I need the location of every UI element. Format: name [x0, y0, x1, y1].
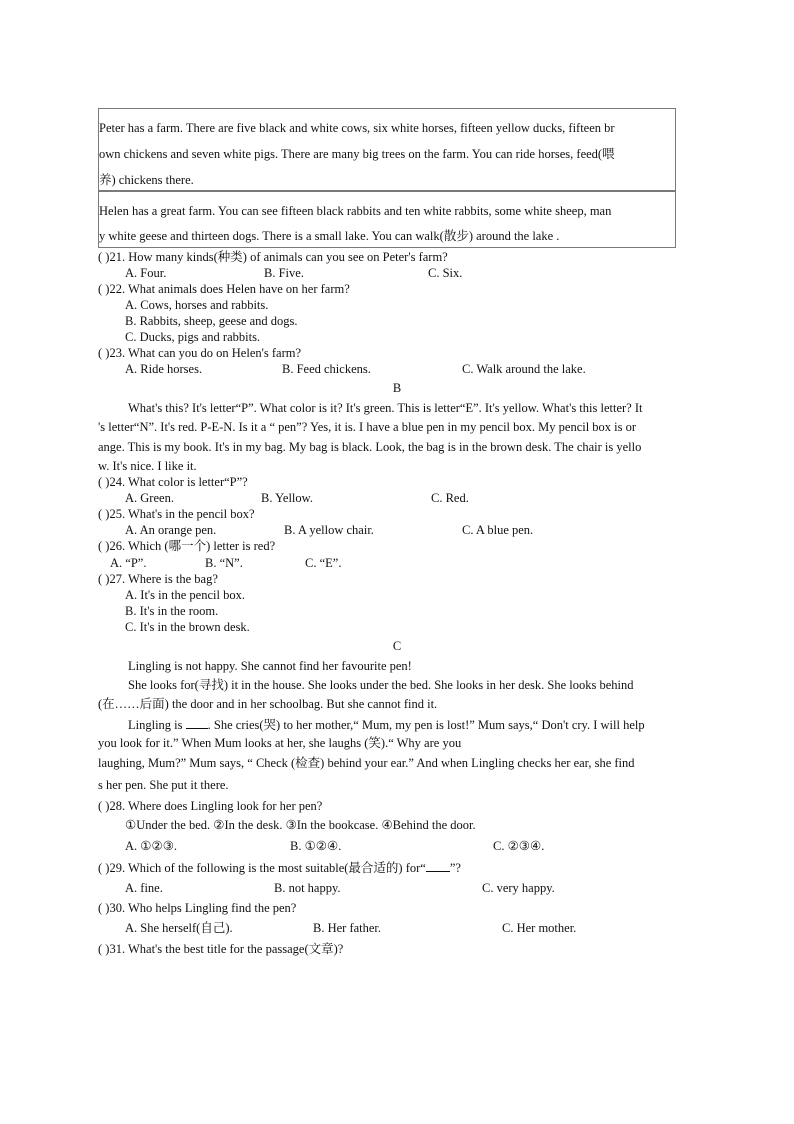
q24-option-c[interactable]: C. Red. [431, 491, 469, 505]
passage-line: Peter has a farm. There are five black and white cows, six white horses, fifteen yellow ducks, fifteen br [99, 121, 615, 135]
passage-line: Helen has a great farm. You can see fifteen black rabbits and ten white rabbits, some white sheep, man [99, 204, 612, 218]
q29-option-b[interactable]: B. not happy. [274, 881, 341, 895]
passage-a-peter-box [98, 108, 676, 192]
q25-option-b[interactable]: B. A yellow chair. [284, 523, 374, 537]
passage-c-text: Lingling is [128, 718, 186, 732]
q24-option-b[interactable]: B. Yellow. [261, 491, 313, 505]
answer-blank [186, 718, 208, 729]
passage-line: 养) chickens there. [99, 173, 194, 187]
q29-option-a[interactable]: A. fine. [125, 881, 163, 895]
question-23-stem: ( )23. What can you do on Helen's farm? [98, 346, 301, 360]
q21-option-a[interactable]: A. Four. [125, 266, 167, 280]
q21-option-c[interactable]: C. Six. [428, 266, 463, 280]
passage-line: y white geese and thirteen dogs. There is a small lake. You can walk(散步) around the lake . [99, 229, 560, 243]
question-27-stem: ( )27. Where is the bag? [98, 572, 218, 586]
q28-option-b[interactable]: B. ①②④. [290, 839, 342, 853]
question-24-stem: ( )24. What color is letter“P”? [98, 475, 248, 489]
q21-option-b[interactable]: B. Five. [264, 266, 304, 280]
q25-option-a[interactable]: A. An orange pen. [125, 523, 217, 537]
q29-stem-text: ( )29. Which of the following is the most suitable(最合适的) for“ [98, 861, 426, 875]
passage-b-line: w. It's nice. I like it. [98, 459, 197, 473]
q30-option-b[interactable]: B. Her father. [313, 921, 382, 935]
q27-option-c[interactable]: C. It's in the brown desk. [125, 620, 250, 634]
q25-option-c[interactable]: C. A blue pen. [462, 523, 534, 537]
question-29-stem [98, 861, 461, 875]
q22-option-b[interactable]: B. Rabbits, sheep, geese and dogs. [125, 314, 298, 328]
passage-c-line: (在……后面) the door and in her schoolbag. But she cannot find it. [98, 697, 438, 711]
passage-b-line: ange. This is my book. It's in my bag. My bag is black. Look, the bag is in the brown desk. The chair is yello [98, 440, 642, 454]
section-b-label: B [392, 381, 402, 395]
q24-option-a[interactable]: A. Green. [125, 491, 174, 505]
q26-option-a[interactable]: A. “P”. [110, 556, 147, 570]
passage-c-line: s her pen. She put it there. [98, 778, 229, 792]
passage-c-text: . She cries(哭) to her mother,“ Mum, my pen is lost!” Mum says,“ Don't cry. I will help [207, 718, 645, 732]
q28-option-a[interactable]: A. ①②③. [125, 839, 178, 853]
question-26-stem: ( )26. Which (哪一个) letter is red? [98, 539, 276, 553]
passage-line: own chickens and seven white pigs. There are many big trees on the farm. You can ride horses, feed(喂 [99, 147, 615, 161]
question-21-stem: ( )21. How many kinds(种类) of animals can you see on Peter's farm? [98, 250, 448, 264]
q26-option-c[interactable]: C. “E”. [305, 556, 342, 570]
q22-option-a[interactable]: A. Cows, horses and rabbits. [125, 298, 269, 312]
question-31-stem: ( )31. What's the best title for the passage(文章)? [98, 942, 344, 956]
passage-b-line: What's this? It's letter“P”. What color is it? It's green. This is letter“E”. It's yellow. What's this letter? It [128, 401, 643, 415]
q28-numbered-options: ①Under the bed. ②In the desk. ③In the bookcase. ④Behind the door. [125, 818, 476, 832]
passage-c-line: laughing, Mum?” Mum says, “ Check (检查) behind your ear.” And when Lingling checks her ear, she find [98, 756, 635, 770]
passage-b-line: 's letter“N”. It's red. P-E-N. Is it a “ pen”? Yes, it is. I have a blue pen in my pencil box. My pencil box is or [98, 420, 637, 434]
q30-option-c[interactable]: C. Her mother. [502, 921, 577, 935]
passage-c-line-with-blank [128, 718, 645, 732]
q22-option-c[interactable]: C. Ducks, pigs and rabbits. [125, 330, 261, 344]
passage-c-line: Lingling is not happy. She cannot find her favourite pen! [128, 659, 412, 673]
q28-option-c[interactable]: C. ②③④. [493, 839, 545, 853]
question-22-stem: ( )22. What animals does Helen have on her farm? [98, 282, 350, 296]
question-30-stem: ( )30. Who helps Lingling find the pen? [98, 901, 297, 915]
q26-option-b[interactable]: B. “N”. [205, 556, 243, 570]
q23-option-a[interactable]: A. Ride horses. [125, 362, 203, 376]
q27-option-a[interactable]: A. It's in the pencil box. [125, 588, 245, 602]
q30-option-a[interactable]: A. She herself(自己). [125, 921, 233, 935]
passage-a-helen-box [98, 190, 676, 248]
question-28-stem: ( )28. Where does Lingling look for her pen? [98, 799, 323, 813]
section-c-label: C [392, 639, 402, 653]
answer-blank [426, 861, 450, 872]
q29-option-c[interactable]: C. very happy. [482, 881, 555, 895]
passage-c-line: She looks for(寻找) it in the house. She looks under the bed. She looks in her desk. She looks behind [128, 678, 634, 692]
question-25-stem: ( )25. What's in the pencil box? [98, 507, 255, 521]
passage-c-line: you look for it.” When Mum looks at her, she laughs (笑).“ Why are you [98, 736, 462, 750]
q23-option-b[interactable]: B. Feed chickens. [282, 362, 371, 376]
q29-stem-text: ”? [449, 861, 461, 875]
q27-option-b[interactable]: B. It's in the room. [125, 604, 219, 618]
q23-option-c[interactable]: C. Walk around the lake. [462, 362, 586, 376]
